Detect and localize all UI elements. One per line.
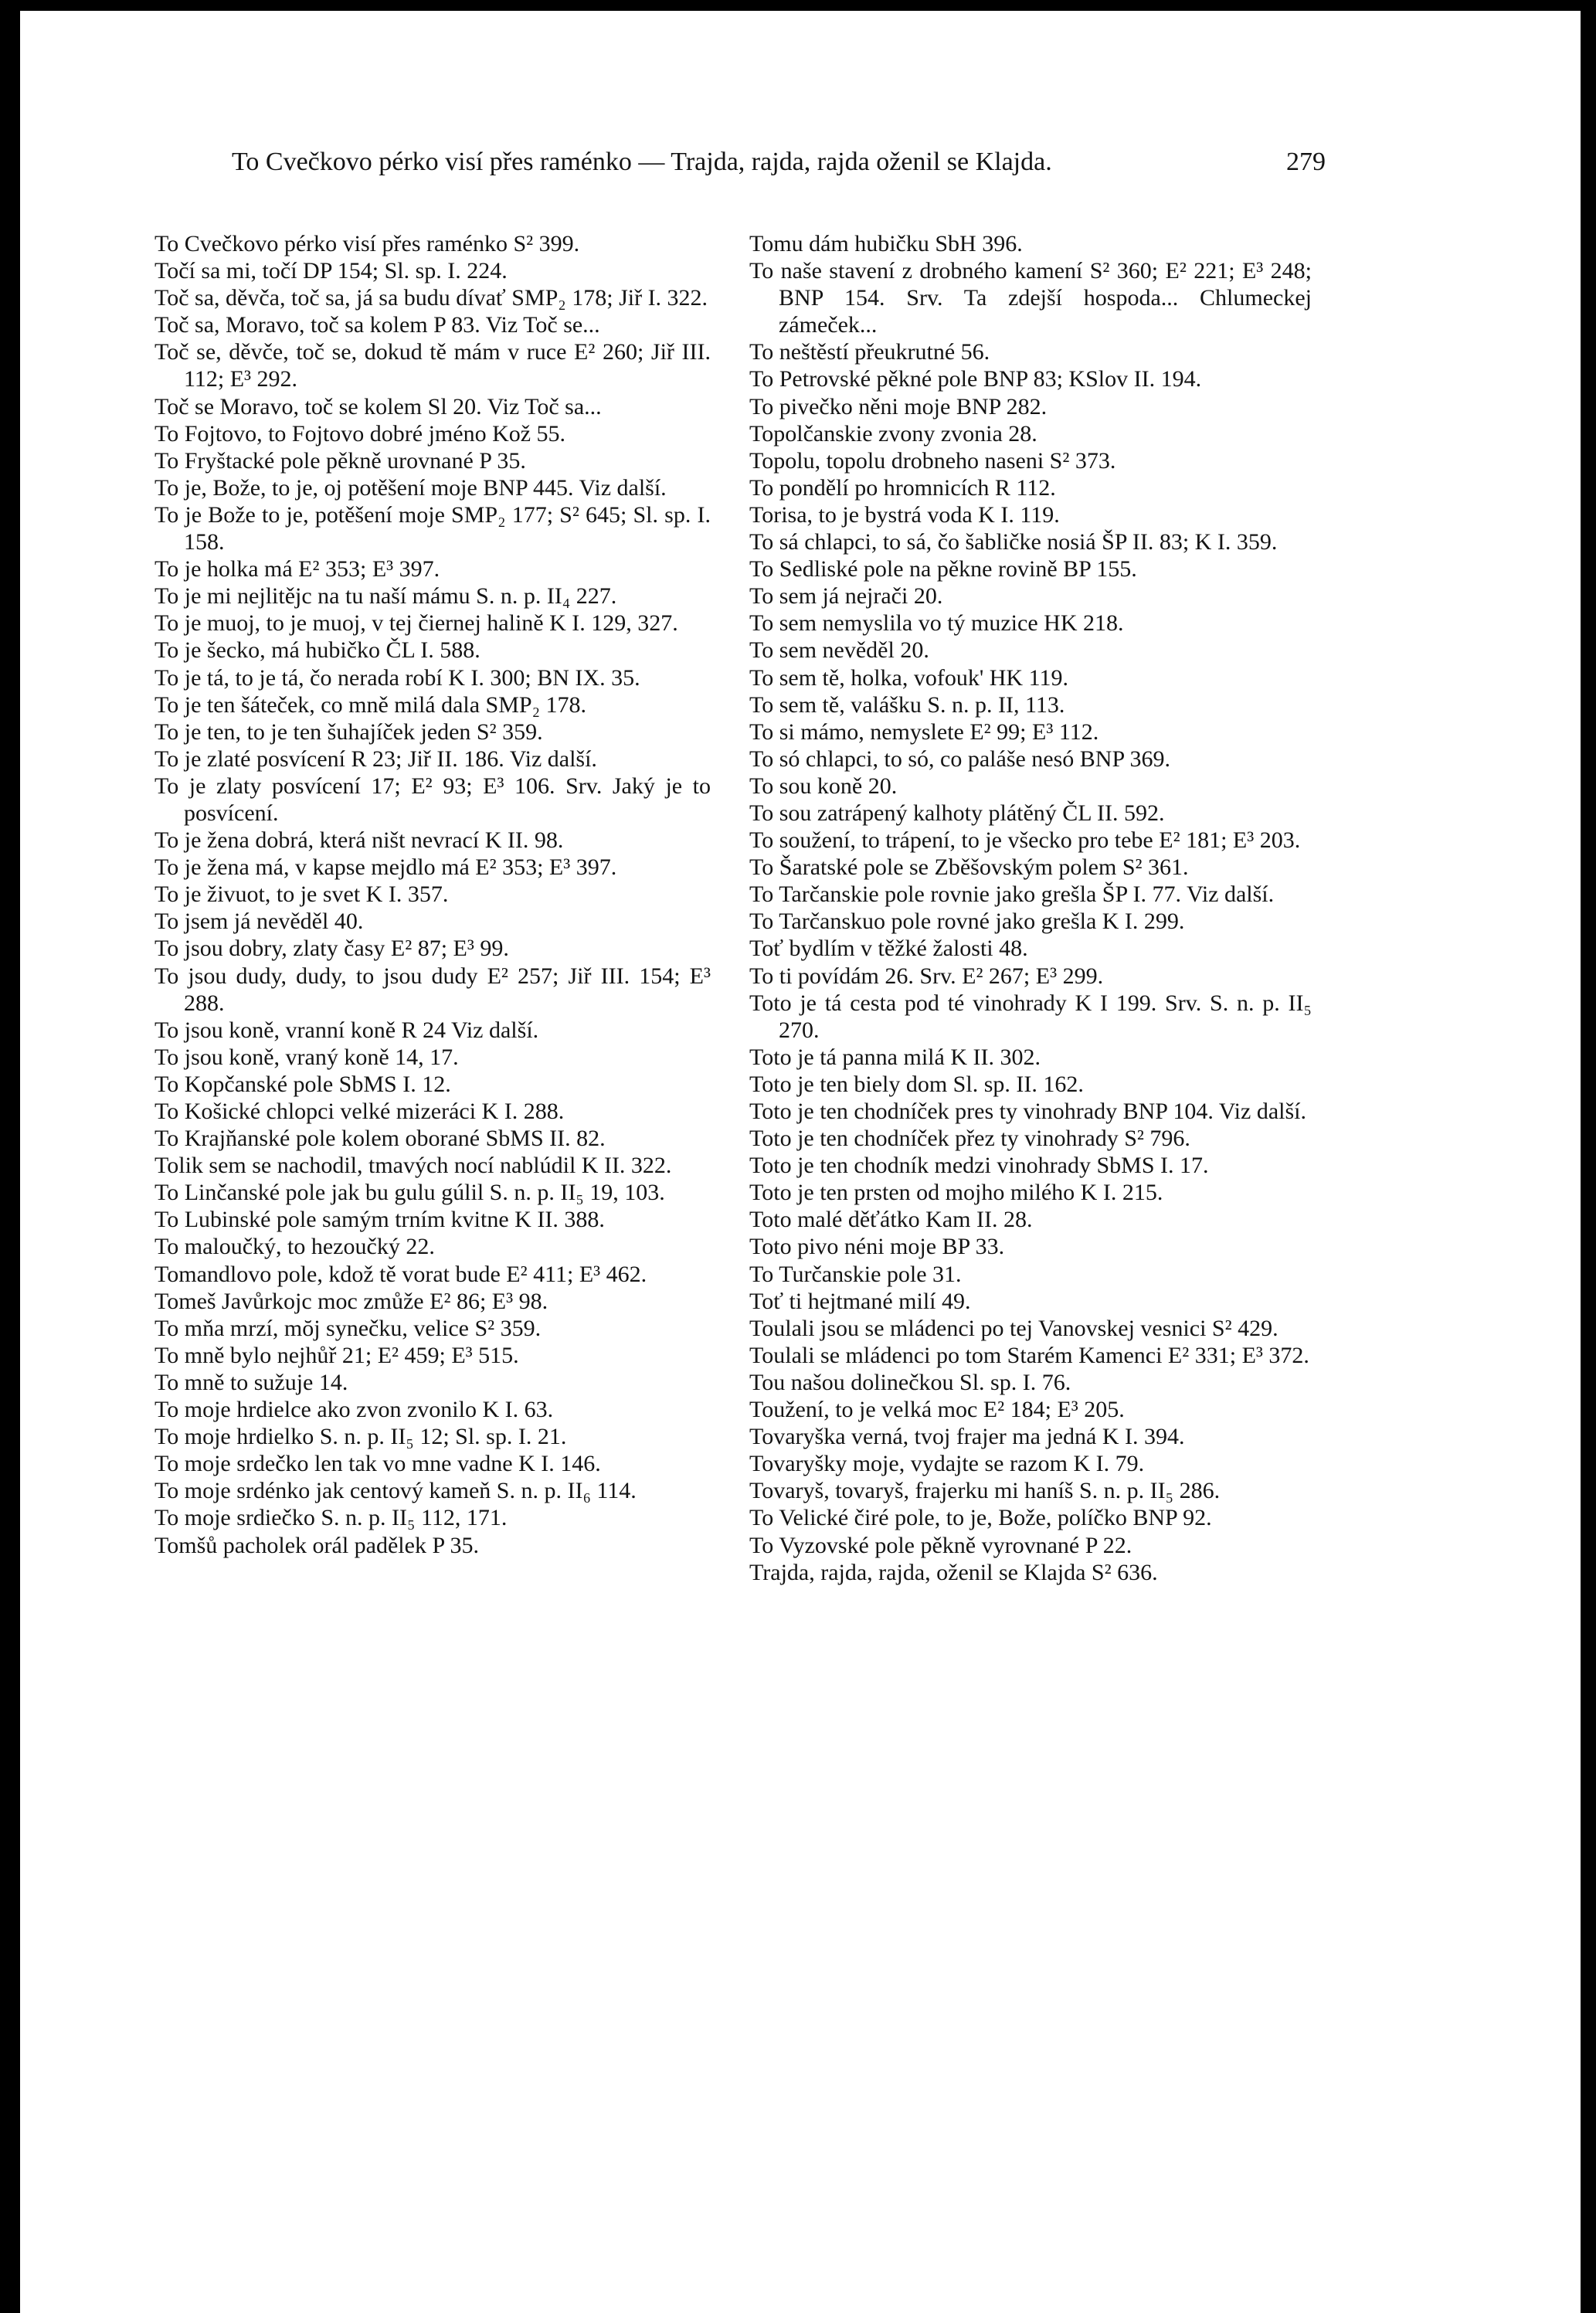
index-entry: To jsou koně, vraný koně 14, 17.	[155, 1044, 459, 1070]
index-entry: To moje srdečko len tak vo mne vadne K I. 146.	[155, 1451, 601, 1477]
index-entry: Tolik sem se nachodil, tmavých nocí nablúdil K II. 322.	[155, 1153, 672, 1179]
index-entry: Toč se, děvče, toč se, dokud tě mám v ruce E² 260; Jiř III. 112; E³ 292.	[155, 339, 711, 392]
index-entry: To Velické čiré pole, to je, Bože, políčko BNP 92.	[749, 1505, 1212, 1531]
index-entry: To sem tě, holka, vofouk' HK 119.	[749, 664, 1068, 691]
index-entry: To je zlaté posvícení R 23; Jiř II. 186. Viz další.	[155, 746, 597, 772]
index-entry: To je muoj, to je muoj, v tej čiernej halině K I. 129, 327.	[155, 610, 678, 637]
index-entry: Topolčanskie zvony zvonia 28.	[749, 420, 1037, 447]
index-entry: To Fojtovo, to Fojtovo dobré jméno Kož 55.	[155, 420, 566, 447]
index-entry: To je holka má E² 353; E³ 397.	[155, 556, 440, 582]
index-entry: Toč sa, děvča, toč sa, já sa budu dívať SMP₂ 178; Jiř I. 322.	[155, 285, 708, 311]
index-entry: Trajda, rajda, rajda, oženil se Klajda S² 636.	[749, 1559, 1158, 1585]
index-column-right	[749, 230, 1312, 1586]
index-entry: Tovaryšky moje, vydajte se razom K I. 79.	[749, 1451, 1145, 1477]
index-entry: Tovaryška verná, tvoj frajer ma jedná K I. 394.	[749, 1424, 1185, 1450]
index-entry: To Sedliské pole na pěkne rovině BP 155.	[749, 556, 1137, 582]
index-entry: To Fryštacké pole pěkně urovnané P 35.	[155, 447, 526, 474]
index-entry: To jsou dobry, zlaty časy E² 87; E³ 99.	[155, 936, 509, 962]
index-entry: To sou zatrápený kalhoty plátěný ČL II. 592.	[749, 800, 1165, 826]
index-entry: Topolu, topolu drobneho naseni S² 373.	[749, 447, 1116, 474]
index-entry: Toužení, to je velká moc E² 184; E³ 205.	[749, 1397, 1125, 1423]
index-entry: To ti povídám 26. Srv. E² 267; E³ 299.	[749, 963, 1104, 989]
index-entry: To pivečko něni moje BNP 282.	[749, 393, 1048, 419]
index-entry: To sem nevěděl 20.	[749, 637, 929, 664]
index-entry: To si mámo, nemyslete E² 99; E³ 112.	[749, 718, 1099, 745]
index-entry: To pondělí po hromnicích R 112.	[749, 474, 1056, 501]
index-entry: To maloučký, to hezoučký 22.	[155, 1234, 435, 1260]
index-entry: Toulali se mládenci po tom Starém Kamenci E² 331; E³ 372.	[749, 1342, 1309, 1368]
index-entry: Toto je ten chodníček přez ty vinohrady S² 796.	[749, 1126, 1190, 1152]
index-entry: Toť ti hejtmané milí 49.	[749, 1288, 971, 1314]
index-entry: Toto je tá panna milá K II. 302.	[749, 1044, 1041, 1070]
page-number: 279	[1286, 148, 1326, 176]
index-entry: To mňa mrzí, mŏj synečku, velice S² 359.	[155, 1315, 542, 1341]
index-entry: To jsou dudy, dudy, to jsou dudy E² 257; Jiř III. 154; E³ 288.	[155, 963, 711, 1016]
index-entry: To Vyzovské pole pěkně vyrovnané P 22.	[749, 1532, 1132, 1558]
index-entry: Toč sa, Moravo, toč sa kolem P 83. Viz Toč se...	[155, 312, 600, 338]
index-entry: To mně bylo nejhůř 21; E² 459; E³ 515.	[155, 1342, 519, 1368]
index-entry: To je, Bože, to je, oj potěšení moje BNP 445. Viz další.	[155, 474, 667, 501]
index-entry: To je žena dobrá, která ništ nevrací K II. 98.	[155, 827, 564, 854]
index-entry: Točí sa mi, točí DP 154; Sl. sp. I. 224.	[155, 258, 508, 284]
index-entry: To moje hrdielce ako zvon zvonilo K I. 63.	[155, 1397, 554, 1423]
index-entry: To sem tě, valášku S. n. p. II, 113.	[749, 691, 1065, 718]
index-entry: To je Bože to je, potěšení moje SMP₂ 177; S² 645; Sl. sp. I. 158.	[155, 501, 711, 555]
index-entry: Toto je ten chodník medzi vinohrady SbMS I. 17.	[749, 1153, 1209, 1179]
index-entry: To sem já nejrači 20.	[749, 583, 943, 610]
index-entry: Tovaryš, tovaryš, frajerku mi haníš S. n. p. II₅ 286.	[749, 1478, 1221, 1504]
index-entry: To je živuot, to je svet K I. 357.	[155, 881, 449, 908]
index-entry: Toto je ten chodníček pres ty vinohrady BNP 104. Viz další.	[749, 1099, 1306, 1124]
index-entry: Toč se Moravo, toč se kolem Sl 20. Viz Toč sa...	[155, 393, 602, 419]
index-column-left	[155, 230, 711, 1559]
index-entry: To Kopčanské pole SbMS I. 12.	[155, 1071, 451, 1097]
index-entry: Toto malé děťátko Kam II. 28.	[749, 1207, 1033, 1233]
index-entry: Torisa, to je bystrá voda K I. 119.	[749, 501, 1060, 528]
index-entry: To Turčanskie pole 31.	[749, 1261, 962, 1287]
index-entry: Tomšů pacholek orál padělek P 35.	[155, 1532, 480, 1558]
index-entry: To je šecko, má hubičko ČL I. 588.	[155, 637, 480, 664]
index-entry: To jsou koně, vranní koně R 24 Viz další.	[155, 1017, 539, 1043]
index-entry: To je tá, to je tá, čo nerada robí K I. 300; BN IX. 35.	[155, 664, 640, 691]
index-entry: To Linčanské pole jak bu gulu gúlil S. n. p. II₅ 19, 103.	[155, 1180, 665, 1206]
index-entry: To Tarčanskie pole rovnie jako grešla ŠP I. 77. Viz další.	[749, 881, 1275, 908]
index-entry: To soužení, to trápení, to je všecko pro tebe E² 181; E³ 203.	[749, 827, 1301, 854]
index-entry: To je ten šáteček, co mně milá dala SMP₂ 178.	[155, 691, 587, 718]
index-entry: Toto je ten biely dom Sl. sp. II. 162.	[749, 1071, 1084, 1097]
scan-edge-top	[0, 0, 1596, 11]
index-entry: Toť bydlím v těžké žalosti 48.	[749, 936, 1028, 962]
index-entry: Toto pivo néni moje BP 33.	[749, 1234, 1005, 1260]
index-entry: To neštěstí přeukrutné 56.	[749, 339, 990, 365]
index-entry: Tomeš Javůrkojc moc zmůže E² 86; E³ 98.	[155, 1288, 548, 1314]
index-entry: To Krajňanské pole kolem oborané SbMS II. 82.	[155, 1126, 606, 1152]
index-entry: To Košické chlopci velké mizeráci K I. 288.	[155, 1099, 565, 1124]
index-entry: To Petrovské pěkné pole BNP 83; KSlov II. 194.	[749, 366, 1202, 392]
index-entry: To mně to sužuje 14.	[155, 1369, 348, 1395]
index-entry: To sou koně 20.	[749, 773, 898, 799]
scan-edge-right	[1581, 0, 1596, 2313]
index-entry: To Šaratské pole se Zběšovským polem S² 361.	[749, 854, 1189, 881]
index-entry: To je ten, to je ten šuhajíček jeden S² 359.	[155, 718, 543, 745]
scan-edge-left	[0, 0, 20, 2313]
index-entry: To je žena má, v kapse mejdlo má E² 353; E³ 397.	[155, 854, 617, 881]
index-entry: To moje hrdielko S. n. p. II₅ 12; Sl. sp. I. 21.	[155, 1424, 567, 1450]
index-entry: To sem nemyslila vo tý muzice HK 218.	[749, 610, 1124, 637]
index-entry: To só chlapci, to só, co paláše nesó BNP 369.	[749, 746, 1171, 772]
index-entry: Tomandlovo pole, kdož tě vorat bude E² 411; E³ 462.	[155, 1261, 647, 1287]
index-entry: To je zlaty posvícení 17; E² 93; E³ 106. Srv. Jaký je to posvícení.	[155, 773, 711, 826]
index-entry: To je mi nejlitějc na tu naší mámu S. n. p. II₄ 227.	[155, 583, 617, 610]
index-entry: To sá chlapci, to sá, čo šabličke nosiá ŠP II. 83; K I. 359.	[749, 529, 1278, 555]
index-entry: Tou našou dolinečkou Sl. sp. I. 76.	[749, 1369, 1071, 1395]
index-entry: To moje srdénko jak centový kameň S. n. p. II₆ 114.	[155, 1478, 637, 1504]
index-entry: To jsem já nevěděl 40.	[155, 909, 364, 935]
index-entry: To Tarčanskuo pole rovné jako grešla K I. 299.	[749, 909, 1185, 935]
index-entry: Tomu dám hubičku SbH 396.	[749, 231, 1023, 256]
index-entry: Toto je ten prsten od mojho milého K I. 215.	[749, 1180, 1163, 1206]
index-entry: To Cvečkovo pérko visí přes raménko S² 399.	[155, 231, 580, 256]
index-entry: To moje srdiečko S. n. p. II₅ 112, 171.	[155, 1505, 508, 1531]
index-entry: Toto je tá cesta pod té vinohrady K I 199. Srv. S. n. p. II₅ 270.	[749, 990, 1312, 1043]
index-entry: To Lubinské pole samým trním kvitne K II. 388.	[155, 1207, 605, 1233]
index-entry: To naše stavení z drobného kamení S² 360; E² 221; E³ 248; BNP 154. Srv. Ta zdejší hospoda... Chlumeckej zámeček...	[749, 258, 1312, 338]
running-header: To Cvečkovo pérko visí přes raménko — Trajda, rajda, rajda oženil se Klajda.	[232, 148, 1052, 176]
index-entry: Toulali jsou se mládenci po tej Vanovskej vesnici S² 429.	[749, 1315, 1278, 1341]
